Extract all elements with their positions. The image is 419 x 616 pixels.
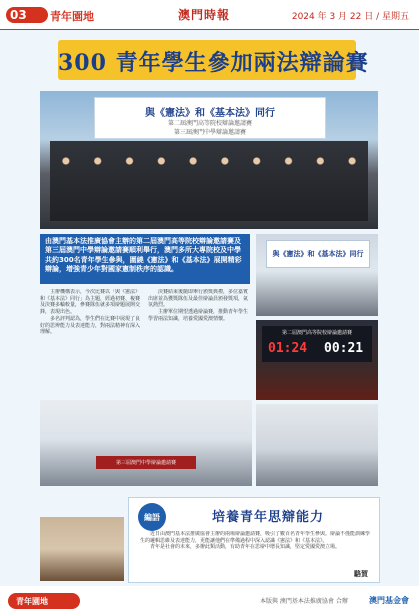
debate-timer-screen [262, 326, 372, 362]
section-badge [6, 7, 48, 23]
sponsor-logo: 澳門基金會 [369, 596, 409, 605]
photo-1-backdrop-text: 與《憲法》和《基本法》同行 [272, 249, 364, 258]
lead-paragraph: 由澳門基本法推廣協會主辦的第二屆澳門高等院校辯論邀請賽及第三屆澳門中學辯論邀請賽順利舉行，澳門多所大專院校及中學共約300名青年學生參與，圍繞《憲法》和《基本法》展開精彩辯論，增強青少年對國家憲制秩序的認識。 [45, 237, 242, 274]
backdrop-title: 與《憲法》和《基本法》同行 [145, 108, 275, 119]
article-paragraph: 主辦機構表示，今次比賽以「與《憲法》和《基本法》同行」為主題，經過初賽、複賽及決賽多輪較量，參賽隊伍就多項辯題展開交鋒，表現出色。 [40, 289, 141, 316]
backdrop-subtitle-1: 第二屆澳門高等院校辯論邀請賽 [167, 120, 252, 127]
footer-section-label: 青年園地 [16, 597, 48, 606]
debate-photo-2 [256, 320, 378, 400]
group-photo [40, 400, 252, 486]
editorial-title: 培養青年思辯能力 [212, 510, 325, 525]
group-photo-banner-text: 第三屆澳門中學辯論邀請賽 [115, 460, 176, 466]
main-photo [40, 91, 378, 229]
article-paragraph: 主辦單位期望透過辯論賽，推動青年學生學習兩法知識，培養愛國愛澳情懷。 [148, 309, 249, 322]
lead-box [40, 234, 250, 284]
group-of-participants [50, 141, 368, 221]
article-column-1 [40, 289, 142, 390]
debate-photo-1 [256, 234, 378, 316]
timer-left: 01:24 [268, 341, 308, 356]
editorial-text [140, 531, 370, 571]
backdrop-subtitle-2: 第三屆澳門中學辯論邀請賽 [173, 129, 246, 136]
award-photo [256, 404, 378, 486]
event-backdrop [94, 97, 326, 139]
timer-right: 00:21 [324, 341, 364, 356]
forum-photo [40, 517, 124, 581]
masthead: 澳門時報 [178, 8, 231, 22]
article-column-2 [148, 289, 250, 390]
editorial-icon-label: 編語 [144, 512, 160, 522]
header-divider [0, 29, 419, 30]
section-number: 03 [10, 8, 27, 22]
article-body [40, 289, 250, 390]
headline: 300 青年學生參加兩法辯論賽 [58, 50, 369, 76]
editorial-paragraph: 近日由澳門基本法推廣協會主辦的兩場辯論邀請賽，吸引了數百名青年學生參與。辯論不僅能訓練學生的邏輯思維及表達能力，更能讓他們在準備過程中深入認識《憲法》和《基本法》。 [140, 531, 370, 544]
article-paragraph: 多名評判認為，學生們在比賽中展現了良好的思辨能力及表達能力，對兩法精神有深入理解。 [40, 315, 141, 336]
editorial-author: 駱賀 [354, 569, 368, 578]
editorial-icon [138, 503, 166, 531]
group-photo-banner [96, 456, 196, 469]
footer-note: 本版與 澳門基本法推廣協會 合辦 [260, 598, 348, 605]
editorial-paragraph: 青年是社會的未來，多辦此類活動，有助青年在思辯中增長知識，堅定愛國愛澳立場。 [150, 544, 341, 551]
photo-1-backdrop [266, 240, 370, 268]
section-name: 青年園地 [50, 10, 94, 23]
issue-date: 2024 年 3 月 22 日 / 星期五 [291, 12, 409, 22]
timer-screen-title: 第二屆澳門高等院校辯論邀請賽 [281, 330, 352, 336]
footer-section-tab [8, 593, 80, 609]
article-paragraph: 決賽結束後隨即舉行頒獎典禮，多位嘉賓出席並為獲獎隊伍及最佳辯論員頒發獎項，氣氛熱烈。 [148, 289, 249, 309]
headline-banner [58, 40, 369, 80]
